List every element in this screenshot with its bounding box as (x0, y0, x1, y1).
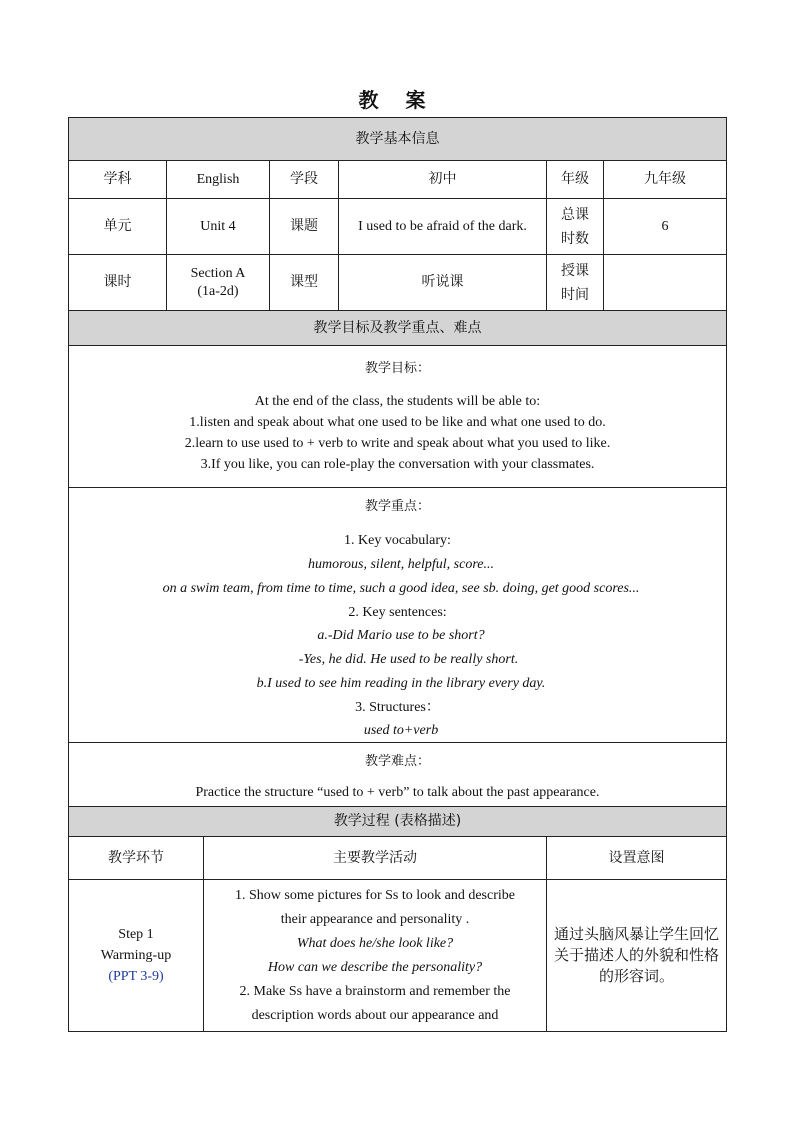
difficulty-row (69, 743, 727, 807)
process-header: 教学过程 (表格描述) (69, 807, 727, 837)
vocab-heading: 1. Key vocabulary: (344, 533, 451, 548)
step1-name: Step 1 (118, 927, 154, 942)
step1-stage (69, 880, 204, 1032)
stage-value: 初中 (339, 161, 547, 199)
key-points-block (69, 488, 727, 743)
info-row-3 (69, 255, 727, 311)
difficulty-title: 教学难点： (364, 754, 430, 769)
period-value-line2: (1a-2d) (197, 283, 239, 299)
structure-line: used to+verb (363, 723, 439, 738)
goals-row (69, 346, 727, 488)
step1-ppt: (PPT 3-9) (108, 969, 164, 984)
step1-activities (204, 880, 547, 1032)
sentence-line: -Yes, he did. He used to be really short. (298, 652, 519, 667)
basic-info-header: 教学基本信息 (69, 118, 727, 161)
type-label: 课型 (270, 255, 339, 311)
sentence-line: b.I used to see him reading in the library every day. (256, 676, 546, 691)
vocab-line: on a swim team, from time to time, such a good idea, see sb. doing, get good scores... (162, 581, 640, 596)
activity-line: description words about our appearance and (251, 1007, 499, 1023)
step1-subname: Warming-up (100, 948, 172, 963)
objectives-header-row (69, 311, 727, 346)
difficulty-text: Practice the structure “used to + verb” to talk about the past appearance. (195, 785, 600, 800)
period-value (167, 255, 270, 311)
structures-heading: 3. Structures： (355, 700, 440, 715)
process-col-stage: 教学环节 (69, 837, 204, 880)
grade-value: 九年级 (604, 161, 727, 199)
sentence-line: a.-Did Mario use to be short? (317, 628, 485, 643)
total-periods-label (547, 199, 604, 255)
teach-time-label-line2: 时间 (561, 286, 589, 303)
basic-info-header-row (69, 118, 727, 161)
lesson-plan-table (68, 117, 727, 1032)
document-title: 教 案 (358, 88, 436, 112)
teach-time-label-line1: 授课 (561, 262, 589, 279)
info-row-1 (69, 161, 727, 199)
activity-line: their appearance and personality . (280, 911, 470, 927)
process-columns-row (69, 837, 727, 880)
topic-value: I used to be afraid of the dark. (339, 199, 547, 255)
total-periods-label-line1: 总课 (561, 206, 589, 223)
step1-purpose: 通过头脑风暴让学生回忆关于描述人的外貌和性格的形容词。 (547, 880, 727, 1032)
info-row-2 (69, 199, 727, 255)
subject-value: English (167, 161, 270, 199)
activity-line: How can we describe the personality? (267, 959, 483, 975)
unit-value: Unit 4 (167, 199, 270, 255)
stage-label: 学段 (270, 161, 339, 199)
goals-line: 2.learn to use used to + verb to write and speak about what you used to like. (184, 436, 611, 451)
teach-time-label (547, 255, 604, 311)
activity-line: 2. Make Ss have a brainstorm and remember the (239, 983, 511, 999)
goals-line: At the end of the class, the students will be able to: (254, 394, 541, 409)
period-label: 课时 (69, 255, 167, 311)
key-points-row (69, 488, 727, 743)
process-header-row (69, 807, 727, 837)
vocab-line: humorous, silent, helpful, score... (307, 557, 494, 572)
total-periods-value: 6 (604, 199, 727, 255)
activity-line: 1. Show some pictures for Ss to look and describe (235, 887, 515, 903)
key-points-title: 教学重点： (364, 499, 430, 514)
process-col-activity: 主要教学活动 (204, 837, 547, 880)
process-col-purpose: 设置意图 (547, 837, 727, 880)
activity-line: What does he/she look like? (296, 935, 454, 951)
type-value: 听说课 (339, 255, 547, 311)
topic-label: 课题 (270, 199, 339, 255)
total-periods-label-line2: 时数 (561, 230, 589, 247)
sentences-heading: 2. Key sentences: (348, 605, 447, 620)
subject-label: 学科 (69, 161, 167, 199)
unit-label: 单元 (69, 199, 167, 255)
difficulty-block (69, 743, 727, 807)
objectives-header: 教学目标及教学重点、难点 (69, 311, 727, 346)
goals-line: 3.If you like, you can role-play the conversation with your classmates. (200, 457, 595, 472)
goals-line: 1.listen and speak about what one used to be like and what one used to do. (189, 415, 606, 430)
goals-block (69, 346, 727, 488)
grade-label: 年级 (547, 161, 604, 199)
teach-time-value (604, 255, 727, 311)
goals-title: 教学目标： (364, 361, 430, 376)
step1-row (69, 880, 727, 1032)
period-value-line1: Section A (190, 265, 246, 281)
